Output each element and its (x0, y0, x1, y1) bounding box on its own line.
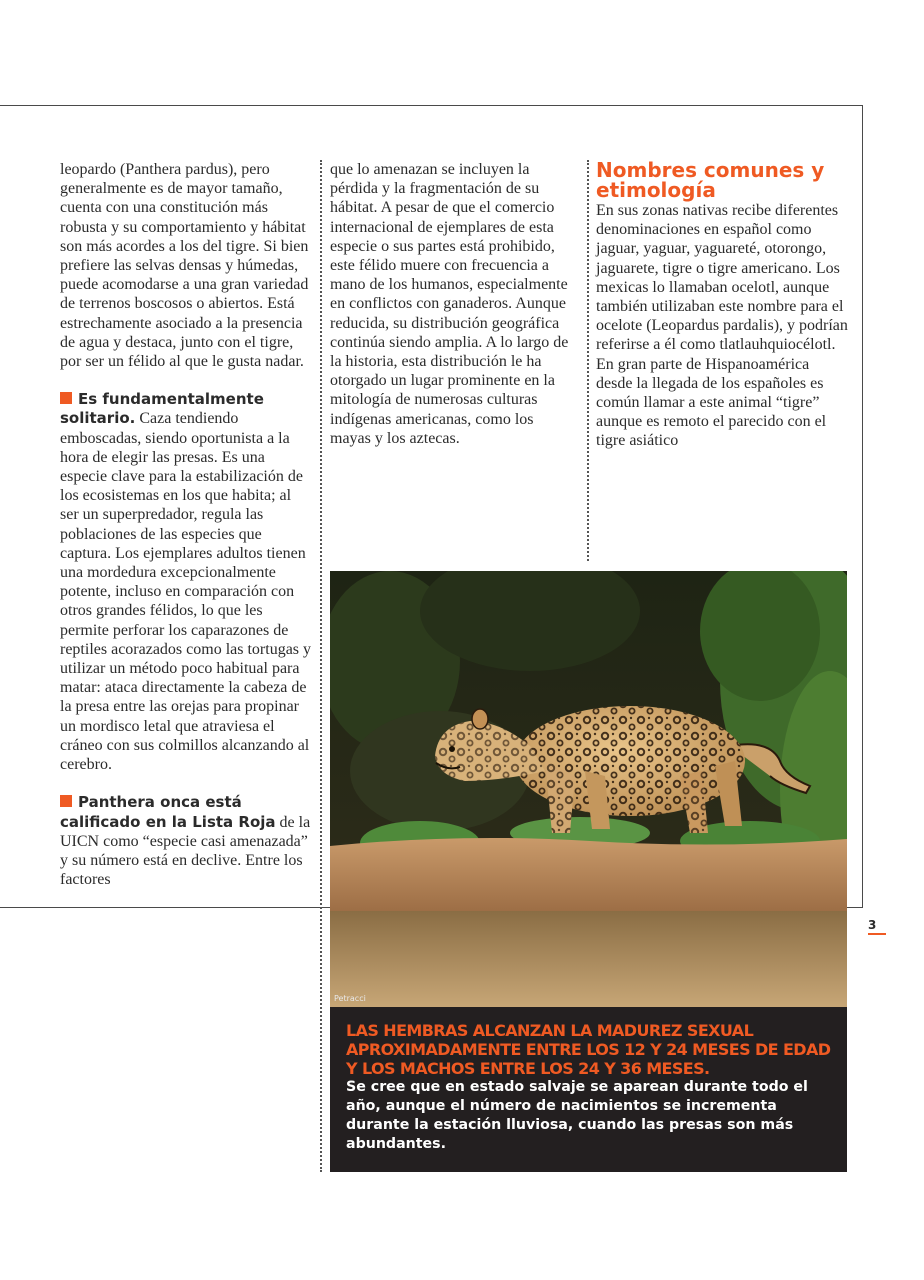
page-number: 3 (868, 918, 886, 935)
column3-paragraph-1: En sus zonas nativas recibe diferentes denominaciones en español como jaguar, yaguar, yaguareté, otorongo, jaguarete, tigre o tigre americano. Los mexicas lo llamaban ocelotl, aunque también utilizaban este nombre para el ocelote (Leopardus pardalis), y podrían referirse a él como tlatlauhquiocélotl. En gran parte de Hispanoamérica desde la llegada de los españoles es común llamar a este animal “tigre” aunque es remoto el parecido con el tigre asiático (596, 202, 848, 450)
column1-lead-2: Es fundamentalmente solitario. (60, 390, 264, 428)
caption-headline: LAS HEMBRAS ALCANZAN LA MADUREZ SEXUAL APROXIMADAMENTE ENTRE LOS 12 Y 24 MESES DE EDAD Y LOS MACHOS ENTRE LOS 24 Y 36 MESES. (346, 1021, 831, 1078)
frame-top-rule (0, 105, 863, 106)
text-column-2 (330, 160, 573, 448)
text-column-1 (60, 160, 312, 889)
photo-credit: Petracci (334, 994, 366, 1003)
column-divider-1 (320, 160, 322, 1172)
orange-square-bullet-icon (60, 795, 72, 807)
column1-paragraph-3 (60, 793, 312, 889)
section-title: Nombres comunes y etimología (596, 158, 825, 202)
orange-square-bullet-icon (60, 392, 72, 404)
jaguar-illustration (330, 571, 847, 1007)
caption-box (330, 1007, 847, 1172)
column2-paragraph-1: que lo amenazan se incluyen la pérdida y la fragmentación de su hábitat. A pesar de que el comercio internacional de ejemplares de esta especie o sus partes está prohibido, este félido muere con frecuencia a mano de los humanos, especialmente en conflictos con ganaderos. Aunque reducida, su distribución geográfica continúa siendo amplia. A lo largo de la historia, esta distribución le ha otorgado un lugar prominente en la mitología de numerosas culturas indígenas americanas, como los mayas y los aztecas. (330, 161, 569, 447)
column1-paragraph-1: leopardo (Panthera pardus), pero generalmente es de mayor tamaño, cuenta con una constitución más robusta y su comportamiento y hábitat son más acordes a los del tigre. Si bien prefiere las selvas densas y húmedas, puede acomodarse a una gran variedad de terrenos boscosos o abiertos. Está estrechamente asociado a la presencia de agua y destaca, junto con el tigre, por ser un félido al que le gusta nadar. (60, 161, 309, 371)
column1-lead-3: Panthera onca está calificado en la Lista Roja (60, 793, 276, 831)
text-column-3 (596, 160, 848, 451)
jaguar-photo (330, 571, 847, 1007)
frame-right-rule (862, 105, 863, 908)
column1-paragraph-2 (60, 390, 312, 774)
column1-text-2: Caza tendiendo emboscadas, siendo oportunista a la hora de elegir las presas. Es una especie clave para la estabilización de los ecosistemas en los que habita; al ser un superpredador, regula las poblaciones de las especies que captura. Los ejemplares adultos tienen una mordedura excepcionalmente potente, incluso en comparación con otros grandes félidos, lo que les permite perforar los caparazones de reptiles acorazados como las tortugas y utilizar un método poco habitual para matar: ataca directamente la cabeza de la presa entre las orejas para propinar un mordisco letal que atraviesa el cráneo con sus colmillos alcanzando al cerebro. (60, 410, 312, 774)
column-divider-2 (587, 160, 589, 561)
column1-text-3: de la UICN como “especie casi amenazada” y su número está en declive. Entre los factores (60, 813, 311, 889)
caption-body: Se cree que en estado salvaje se aparean durante todo el año, aunque el número de nacimientos se incrementa durante la estación lluviosa, cuando las presas son más abundantes. (346, 1079, 808, 1152)
